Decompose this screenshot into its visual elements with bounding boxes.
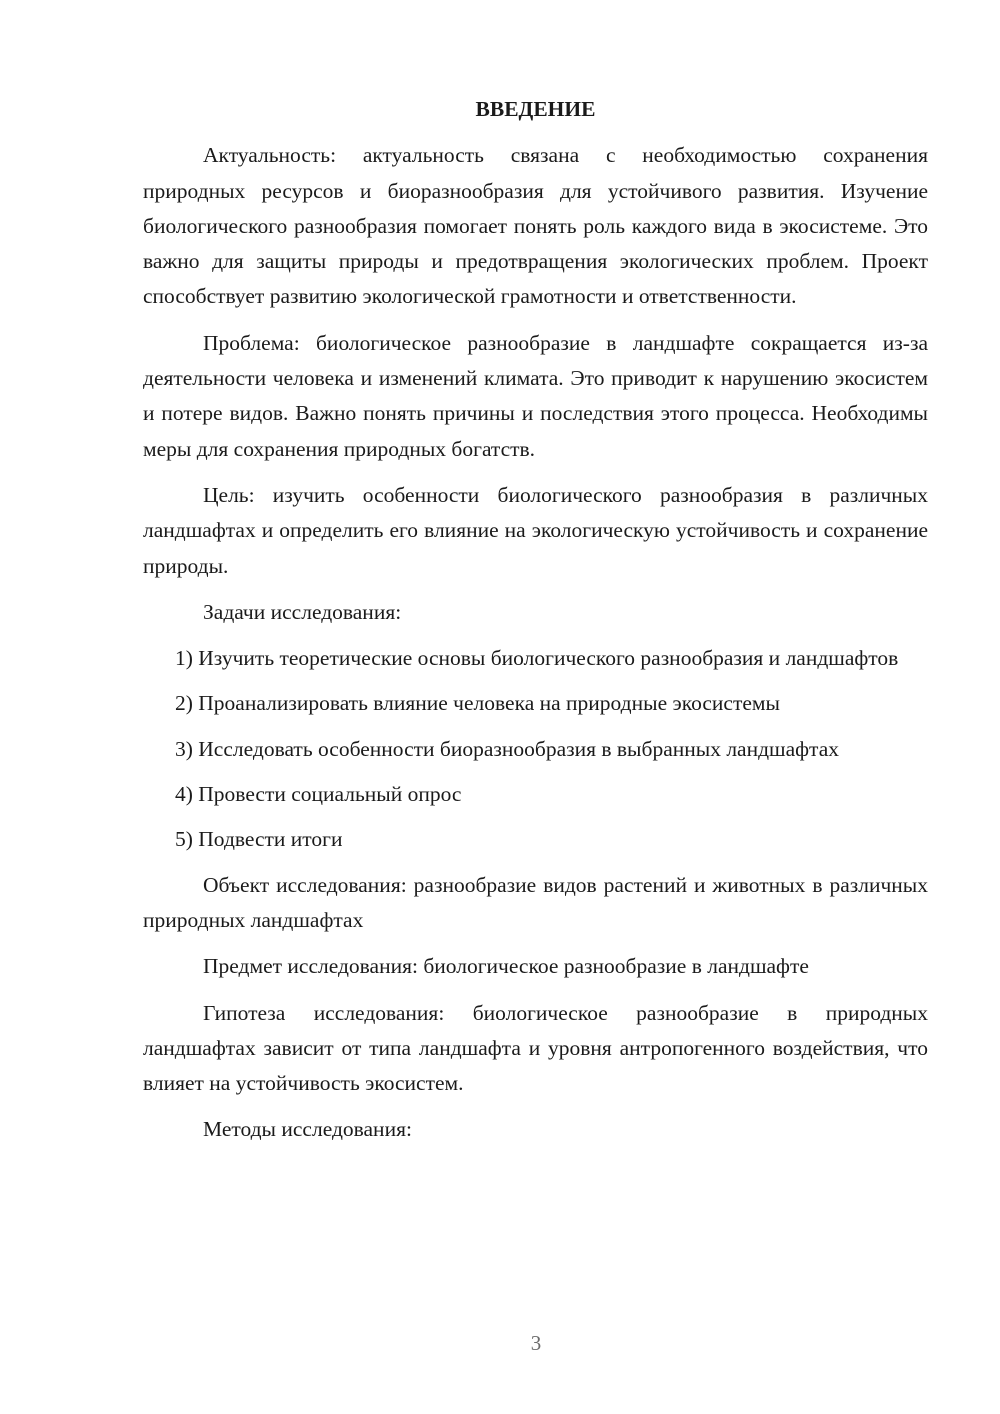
paragraph-hypothesis: Гипотеза исследования: биологическое разнообразие в природных ландшафтах зависит от типа ландшафта и уровня антропогенного воздействия, что влияет на устойчивость экосистем. xyxy=(143,1000,928,1096)
paragraph-problem: Проблема: биологическое разнообразие в ландшафте сокращается из-за деятельности человека и изменений климата. Это приводит к нарушению экосистем и потере видов. Важно понять причины и последствия этого процесса. Необходимы меры для сохранения природных богатств. xyxy=(143,330,928,461)
document-page xyxy=(143,92,928,1159)
paragraph-object: Объект исследования: разнообразие видов растений и животных в различных природных ландшафтах xyxy=(143,872,928,932)
paragraph-tasks-heading: Задачи исследования: xyxy=(203,599,402,624)
task-item-5: 5) Подвести итоги xyxy=(175,827,343,852)
paragraph-methods: Методы исследования: xyxy=(203,1117,412,1142)
paragraph-goal: Цель: изучить особенности биологического разнообразия в различных ландшафтах и определить его влияние на экологическую устойчивость и сохранение природы. xyxy=(143,482,928,578)
page-number: 3 xyxy=(530,1331,542,1355)
section-title: ВВЕДЕНИЕ xyxy=(475,97,596,121)
task-item-3: 3) Исследовать особенности биоразнообразия в выбранных ландшафтах xyxy=(175,736,840,761)
paragraph-subject: Предмет исследования: биологическое разнообразие в ландшафте xyxy=(203,954,809,979)
task-item-4: 4) Провести социальный опрос xyxy=(175,782,462,807)
paragraph-relevance: Актуальность: актуальность связана с необходимостью сохранения природных ресурсов и биоразнообразия для устойчивого развития. Изучение биологического разнообразия помогает понять роль каждого вида в экосистеме. Это важно для защиты природы и предотвращения экологических проблем. Проект способствует развитию экологической грамотности и ответственности. xyxy=(143,143,928,309)
task-item-2: 2) Проанализировать влияние человека на природные экосистемы xyxy=(175,691,780,716)
task-item-1: 1) Изучить теоретические основы биологического разнообразия и ландшафтов xyxy=(175,646,899,671)
